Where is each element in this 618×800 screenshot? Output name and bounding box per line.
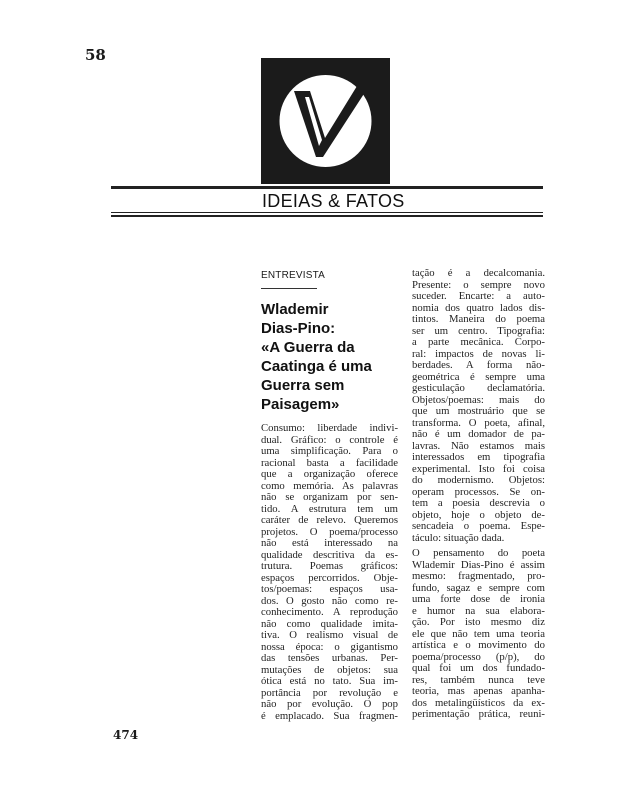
text-line: e humor na sua elabora-	[412, 604, 545, 617]
text-line: operam processos. Se on-	[412, 485, 545, 498]
text-line: do modernismo. Objetos:	[412, 474, 545, 486]
text-line: Wlademir Dias-Pino é assim	[412, 558, 545, 571]
article-headline	[261, 300, 401, 414]
page-number-bottom: 474	[113, 728, 139, 742]
text-line: O pensamento do poeta	[412, 547, 545, 559]
text-line: lavras. Não estamos mais	[412, 439, 545, 452]
text-line: Objetos/poemas: mais do	[412, 393, 545, 406]
text-line: qualidade descritiva da es-	[261, 548, 398, 561]
article-column-2	[412, 268, 545, 721]
section-bottom-rule-thick	[111, 215, 543, 217]
text-line: mutações de objetos: sua	[261, 663, 398, 676]
text-line: tiva. O realismo visual de	[261, 629, 398, 641]
text-line: suceder. Encarte: a auto-	[412, 290, 545, 302]
text-line: não está interessado na	[261, 537, 398, 549]
text-line: geométrica é sempre uma	[412, 370, 545, 383]
text-line: conhecimento. A reprodução	[261, 606, 398, 618]
text-line: poema/processo (p/p), do	[412, 650, 545, 663]
text-line: nomia dos quatro lados dis-	[412, 301, 545, 314]
text-line: res, também nunca teve	[412, 673, 545, 686]
text-line: não se organizam por sen-	[261, 491, 398, 503]
text-line: objeto, hoje o objeto de-	[412, 508, 545, 521]
text-line: transforma. O poeta, afinal,	[412, 416, 545, 429]
text-line: mesmo: fragmentado, pro-	[412, 570, 545, 582]
text-line: sencadeia o poema. Espe-	[412, 520, 545, 532]
text-line: perimentação prática, reuni-	[412, 708, 545, 720]
text-line: a parte mecânica. Corpo-	[412, 336, 545, 348]
text-line: que um mostruário que se	[412, 405, 545, 417]
text-line: tação é a decalcomania.	[412, 267, 545, 279]
text-line: experimental. Isto foi coisa	[412, 462, 545, 475]
headline-line: Wlademir	[261, 301, 329, 318]
text-line: não como qualidade imita-	[261, 617, 398, 630]
text-line: espaços percorridos. Obje-	[261, 571, 398, 584]
text-line: dos metalingüísticos da ex-	[412, 696, 545, 709]
headline-line: «A Guerra da	[261, 339, 355, 356]
text-line: berdades. A forma não-	[412, 359, 545, 371]
article-kicker: ENTREVISTA	[261, 270, 326, 281]
text-line: ção. Por isto mesmo diz	[412, 616, 545, 628]
headline-line: Dias-Pino:	[261, 320, 336, 337]
text-line: táculo: situação dada.	[412, 531, 505, 544]
text-line: tintos. Maneira do poema	[412, 313, 545, 325]
text-line: dual. Gráfico: o controle é	[261, 433, 398, 446]
text-line: não é um domador de pa-	[412, 428, 545, 440]
headline-line: Guerra sem	[261, 377, 345, 394]
section-top-rule-thick	[111, 186, 543, 189]
article-column-1	[261, 423, 398, 722]
text-line: que a organização oferece	[261, 468, 398, 480]
text-line: ele que não tem uma teoria	[412, 627, 545, 640]
text-line: Presente: o sempre novo	[412, 278, 545, 291]
text-line: qual foi um dos fundado-	[412, 662, 545, 674]
page-number-top: 58	[85, 46, 106, 64]
text-line: gesticulação declamatória.	[412, 382, 545, 394]
text-line: nossa época: o gigantismo	[261, 640, 398, 653]
text-line: ótica está no tato. Sua im-	[261, 675, 398, 687]
text-line: uma forte dose de ironia	[412, 593, 545, 605]
text-line: uma simplificação. Para o	[261, 445, 398, 457]
text-line: ser um centro. Tipografia:	[412, 324, 545, 337]
text-line: não por evolução. O pop	[261, 698, 398, 710]
headline-line: Paisagem»	[261, 396, 340, 413]
section-bottom-rule-thin	[111, 212, 543, 213]
text-line: ral: impactos de novas li-	[412, 347, 545, 360]
text-line: projetos. O poema/processo	[261, 525, 398, 538]
text-line: caráter de relevo. Queremos	[261, 514, 398, 526]
text-line: dos. O gosto não como re-	[261, 594, 398, 607]
text-line: interessados em tipografia	[412, 451, 545, 463]
text-line: tido. A estrutura tem um	[261, 502, 398, 515]
text-line: teoria, mas apenas apanha-	[412, 685, 545, 697]
v-logo-icon	[261, 58, 390, 184]
text-line: é emplacado. Sua fragmen-	[261, 709, 398, 722]
text-line: artística e o movimento do	[412, 639, 545, 651]
text-line: Consumo: liberdade indivi-	[261, 422, 398, 434]
kicker-underline	[261, 288, 317, 289]
text-line: como memória. As palavras	[261, 479, 398, 492]
text-line: racional basta a facilidade	[261, 456, 398, 469]
text-line: fundo, sagaz e sempre com	[412, 581, 545, 594]
headline-line: Caatinga é uma	[261, 358, 372, 375]
text-line: portância por revolução e	[261, 686, 398, 699]
text-line: tem a poesia descrevia o	[412, 497, 545, 509]
section-title: IDEIAS & FATOS	[262, 191, 405, 211]
text-line: trutura. Poemas gráficos:	[261, 560, 398, 572]
text-line: das tensões urbanas. Per-	[261, 652, 398, 664]
text-line: tos/poemas: espaços usa-	[261, 583, 398, 595]
